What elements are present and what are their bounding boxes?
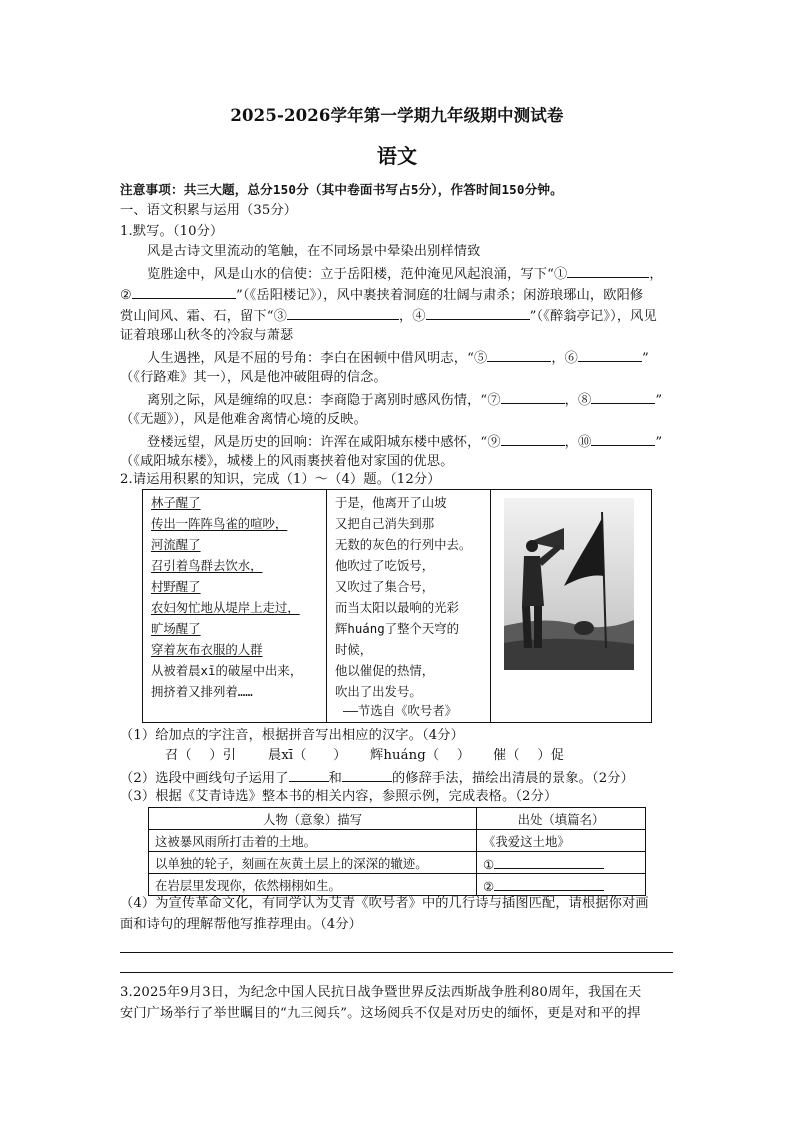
answer-blank-4[interactable] [426, 305, 530, 320]
bugler-illustration [504, 498, 634, 670]
table-row [149, 852, 646, 874]
answer-blank-6[interactable] [578, 347, 642, 362]
q1-line5-mid: ，⑥ [551, 351, 579, 366]
q2-heading: 2.请运用积累的知识，完成（1）～（4）题。（12分） [120, 472, 441, 487]
answer-line[interactable] [120, 952, 673, 953]
answer-blank-rhetoric-2[interactable] [342, 767, 392, 782]
section-heading: 一、语文积累与运用（35分） [120, 203, 298, 218]
poem-left-line: 林子醒了 [151, 495, 201, 510]
table-cell: 《我爱这土地》 [477, 830, 646, 852]
q2-part4-line2: 面和诗句的理解帮他写推荐理由。（4分） [120, 917, 363, 932]
answer-blank-10[interactable] [591, 431, 655, 446]
poem-box [142, 489, 652, 723]
q1-line5-text: 人生遇挫，风是不屈的号角：李白在困顿中借风明志，“⑤ [147, 351, 488, 366]
q1-line9-text: 登楼远望，风是历史的回响：许浑在咸阳城东楼中感怀，“⑨ [147, 435, 501, 450]
q2-part2-end: 的修辞手法，描绘出清晨的景象。（2分） [391, 771, 634, 786]
q2-part1: （1）给加点的字注音，根据拼音写出相应的汉字。（4分） [120, 728, 464, 743]
table-cell: 在岩层里发现你，依然栩栩如生。 [149, 874, 477, 896]
answer-marker: ① [483, 856, 495, 872]
answer-line[interactable] [120, 972, 673, 973]
poem-divider [326, 490, 327, 722]
aiqing-table [148, 807, 646, 896]
answer-blank-1[interactable] [567, 263, 649, 278]
q1-line9-end: ” [655, 435, 663, 450]
exam-title: 2025-2026学年第一学期九年级期中测试卷 [230, 106, 564, 125]
q1-line4: 证着琅琊山秋冬的冷寂与萧瑟 [120, 328, 294, 343]
q2-item-huang: 辉huáng（ ） [370, 748, 471, 763]
q2-item-cui: 催（ ）促 [493, 748, 565, 763]
q1-line3 [120, 305, 657, 327]
poem-divider [490, 490, 491, 722]
answer-blank-5[interactable] [487, 347, 551, 362]
q1-heading: 1.默写。（10分） [120, 224, 224, 239]
poem-left-line: 农妇匆忙地从堤岸上走过， [151, 600, 300, 615]
q1-line7-end: ” [655, 393, 663, 408]
answer-blank-rhetoric-1[interactable] [289, 767, 329, 782]
q1-line9-mid: ，⑩ [564, 435, 592, 450]
answer-blank-8[interactable] [591, 389, 655, 404]
table-header-row [149, 808, 646, 830]
q1-line3-text: 赏山间风、霜、石，留下“③ [120, 309, 287, 324]
q1-line9 [147, 431, 662, 453]
answer-blank-7[interactable] [501, 389, 565, 404]
q3-line2: 安门广场举行了举世瞩目的“九三阅兵”。这场阅兵不仅是对历史的缅怀，更是对和平的捍 [120, 1006, 641, 1021]
q1-line6: （《行路难》其一），风是他冲破阻碍的信念。 [120, 370, 387, 385]
subject-title: 语文 [376, 144, 418, 168]
poem-left-line: 穿着灰布衣服的人群 [151, 642, 263, 657]
q1-line3-mid: ，④ [398, 309, 426, 324]
answer-blank-table-1[interactable] [494, 854, 604, 869]
answer-blank-3[interactable] [287, 305, 399, 320]
poem-left-line: 从被着晨xī的破屋中出来， [151, 663, 303, 678]
q1-line10: （《咸阳城东楼》，城楼上的风雨裹挟着他对家国的优思。 [120, 454, 454, 469]
q2-part4-line1: （4）为宣传革命文化，有同学认为艾青《吹号者》中的几行诗与插图匹配，请根据你对画 [120, 896, 649, 911]
table-answer-cell[interactable] [477, 852, 646, 874]
poem-mid-line: 又把自己消失到那 [335, 516, 435, 531]
answer-blank-2[interactable] [132, 284, 236, 299]
notice: 注意事项：共三大题，总分150分（其中卷面书写占5分），作答时间150分钟。 [120, 182, 563, 197]
answer-marker: ② [483, 878, 495, 894]
table-answer-cell[interactable] [477, 874, 646, 896]
q1-line3-end: ”（《醉翁亭记》），风见 [529, 309, 657, 324]
table-row [149, 830, 646, 852]
q1-line2-text: ”（《岳阳楼记》），风中裹挟着洞庭的壮阔与肃杀；闲游琅琊山，欧阳修 [235, 288, 644, 303]
q1-line1-end: ， [649, 267, 663, 282]
poem-mid-line: 辉huáng了整个天穹的 [335, 621, 460, 636]
q1-line7-text: 离别之际，风是缠绵的叹息：李商隐于离别时感风伤情，“⑦ [147, 393, 501, 408]
q2-part2-text: （2）选段中画线句子运用了 [120, 771, 289, 786]
q1-intro: 风是古诗文里流动的笔触，在不同场景中晕染出别样情致 [147, 244, 481, 259]
poem-left-line: 召引着鸟群去饮水， [151, 558, 263, 573]
table-cell: 以单独的轮子，刻画在灰黄土层上的深深的辙迹。 [149, 852, 477, 874]
answer-blank-9[interactable] [501, 431, 565, 446]
poem-mid-line: 他吹过了吃饭号， [335, 558, 435, 573]
q1-line1 [147, 263, 663, 285]
q1-line5-end: ” [642, 351, 649, 366]
q1-line2 [120, 284, 643, 306]
q1-line8: （《无题》），风是他难舍离情心境的反映。 [120, 412, 367, 427]
table-cell: 这被暴风雨所打击着的土地。 [149, 830, 477, 852]
table-row [149, 874, 646, 896]
q2-part3: （3）根据《艾青诗选》整本书的相关内容，参照示例，完成表格。（2分） [120, 789, 558, 804]
table-header: 出处（填篇名） [477, 808, 646, 830]
q3-line1: 3.2025年9月3日，为纪念中国人民抗日战争暨世界反法西斯战争胜利80周年，我国在天 [120, 985, 642, 1000]
poem-mid-line: 又吹过了集合号， [335, 579, 435, 594]
poem-mid-line: 时候， [335, 642, 373, 657]
q1-line7-mid: ，⑧ [564, 393, 592, 408]
poem-left-line: 河流醒了 [151, 537, 201, 552]
poem-left-line: 拥挤着又排列着…… [151, 684, 253, 699]
poem-mid-line: 他以催促的热情， [335, 663, 435, 678]
q1-line5 [147, 347, 649, 369]
poem-left-line: 传出一阵阵鸟雀的喧吵， [151, 516, 288, 531]
answer-blank-table-2[interactable] [494, 876, 604, 891]
poem-left-line: 旷场醒了 [151, 621, 201, 636]
poem-left-line: 村野醒了 [151, 579, 201, 594]
poem-source: ——节选自《吹号者》 [343, 703, 458, 718]
poem-mid-line: 吹出了出发号。 [335, 684, 422, 699]
q2-item-zhao: 召（ ）引 [165, 748, 237, 763]
poem-mid-line: 于是，他离开了山坡 [335, 495, 447, 510]
q2-item-xi: 晨xī（ ） [268, 748, 347, 763]
q2-part2 [120, 767, 634, 789]
q1-line2-num: ② [120, 288, 132, 303]
q1-line7 [147, 389, 662, 411]
poem-mid-line: 而当太阳以最响的光彩 [335, 600, 459, 615]
q1-line1-text: 览胜途中，风是山水的信使：立于岳阳楼，范仲淹见风起浪涌，写下“① [147, 267, 568, 282]
bugler-photo [504, 498, 634, 670]
q2-part2-and: 和 [328, 771, 342, 786]
poem-mid-line: 无数的灰色的行列中去。 [335, 537, 472, 552]
table-header: 人物（意象）描写 [149, 808, 477, 830]
